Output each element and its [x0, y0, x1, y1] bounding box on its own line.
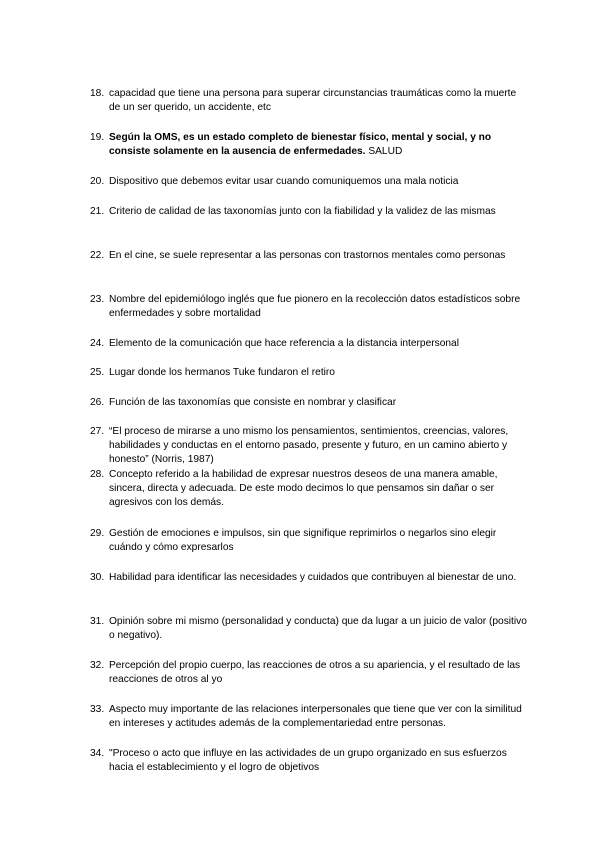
list-item [90, 131, 530, 159]
item-answer: SALUD [365, 146, 403, 157]
item-text: Opinión sobre mi mismo (personalidad y conducta) que da lugar a un juicio de valor (positivo o negativo). [109, 616, 527, 641]
list-item [90, 468, 530, 510]
item-number: 18. [90, 88, 105, 99]
item-number: 31. [90, 616, 105, 627]
item-number: 29. [90, 528, 105, 539]
item-text: Elemento de la comunicación que hace referencia a la distancia interpersonal [109, 338, 459, 349]
list-item [90, 87, 530, 115]
item-number: 26. [90, 397, 105, 408]
list-item [90, 366, 530, 380]
list-item [90, 175, 530, 189]
item-number: 28. [90, 469, 105, 480]
item-text: Gestión de emociones e impulsos, sin que signifique reprimirlos o negarlos sino elegir cuándo y cómo expresarlos [109, 528, 497, 553]
list-item [90, 293, 530, 321]
list-item [90, 659, 530, 687]
item-number: 24. [90, 338, 105, 349]
item-number: 23. [90, 294, 105, 305]
item-text: En el cine, se suele representar a las personas con trastornos mentales como personas [109, 250, 506, 261]
item-text: Criterio de calidad de las taxonomías junto con la fiabilidad y la validez de las mismas [109, 206, 496, 217]
list-item [90, 703, 530, 731]
item-text: capacidad que tiene una persona para superar circunstancias traumáticas como la muerte de un ser querido, un accidente, etc [109, 88, 517, 113]
item-text: Nombre del epidemiólogo inglés que fue pionero en la recolección datos estadísticos sobre enfermedades y sobre mortalidad [109, 294, 521, 319]
item-number: 27. [90, 426, 105, 437]
list-item [90, 747, 530, 775]
item-text: Habilidad para identificar las necesidades y cuidados que contribuyen al bienestar de uno. [109, 572, 517, 583]
item-number: 33. [90, 704, 105, 715]
item-number: 25. [90, 367, 105, 378]
item-number: 20. [90, 176, 105, 187]
list-item [90, 615, 530, 643]
item-text: Percepción del propio cuerpo, las reacciones de otros a su apariencia, y el resultado de las reacciones de otros al yo [109, 660, 521, 685]
item-number: 32. [90, 660, 105, 671]
list-item [90, 425, 530, 467]
item-number: 34. [90, 748, 105, 759]
item-number: 22. [90, 250, 105, 261]
list-item [90, 527, 530, 555]
item-text: Dispositivo que debemos evitar usar cuando comuniquemos una mala noticia [109, 176, 459, 187]
list-item [90, 396, 530, 410]
item-text: Lugar donde los hermanos Tuke fundaron el retiro [109, 367, 335, 378]
item-number: 19. [90, 132, 105, 143]
item-number: 30. [90, 572, 105, 583]
list-item [90, 337, 530, 351]
list-item [90, 249, 530, 263]
list-item [90, 205, 530, 219]
item-text-bold: Según la OMS, es un estado completo de bienestar físico, mental y social, y no consiste solamente en la ausencia de enfermedades. [109, 132, 492, 157]
item-text [109, 131, 530, 159]
item-text: Concepto referido a la habilidad de expresar nuestros deseos de una manera amable, sincera, directa y adecuada. De este modo decimos lo que pensamos sin dañar o ser agresivos con los demás. [109, 469, 498, 508]
item-text: "Proceso o acto que influye en las actividades de un grupo organizado en sus esfuerzos hacia el establecimiento y el logro de objetivos [109, 748, 507, 773]
list-item [90, 571, 530, 585]
item-text: “El proceso de mirarse a uno mismo los pensamientos, sentimientos, creencias, valores, habilidades y conductas en el entorno pasado, presente y futuro, en un camino abierto y honesto” (Norris, 1987) [109, 426, 509, 465]
item-text: Función de las taxonomías que consiste en nombrar y clasificar [109, 397, 397, 408]
item-number: 21. [90, 206, 105, 217]
item-text: Aspecto muy importante de las relaciones interpersonales que tiene que ver con la similitud en intereses y actitudes además de la complementariedad entre personas. [109, 704, 522, 729]
